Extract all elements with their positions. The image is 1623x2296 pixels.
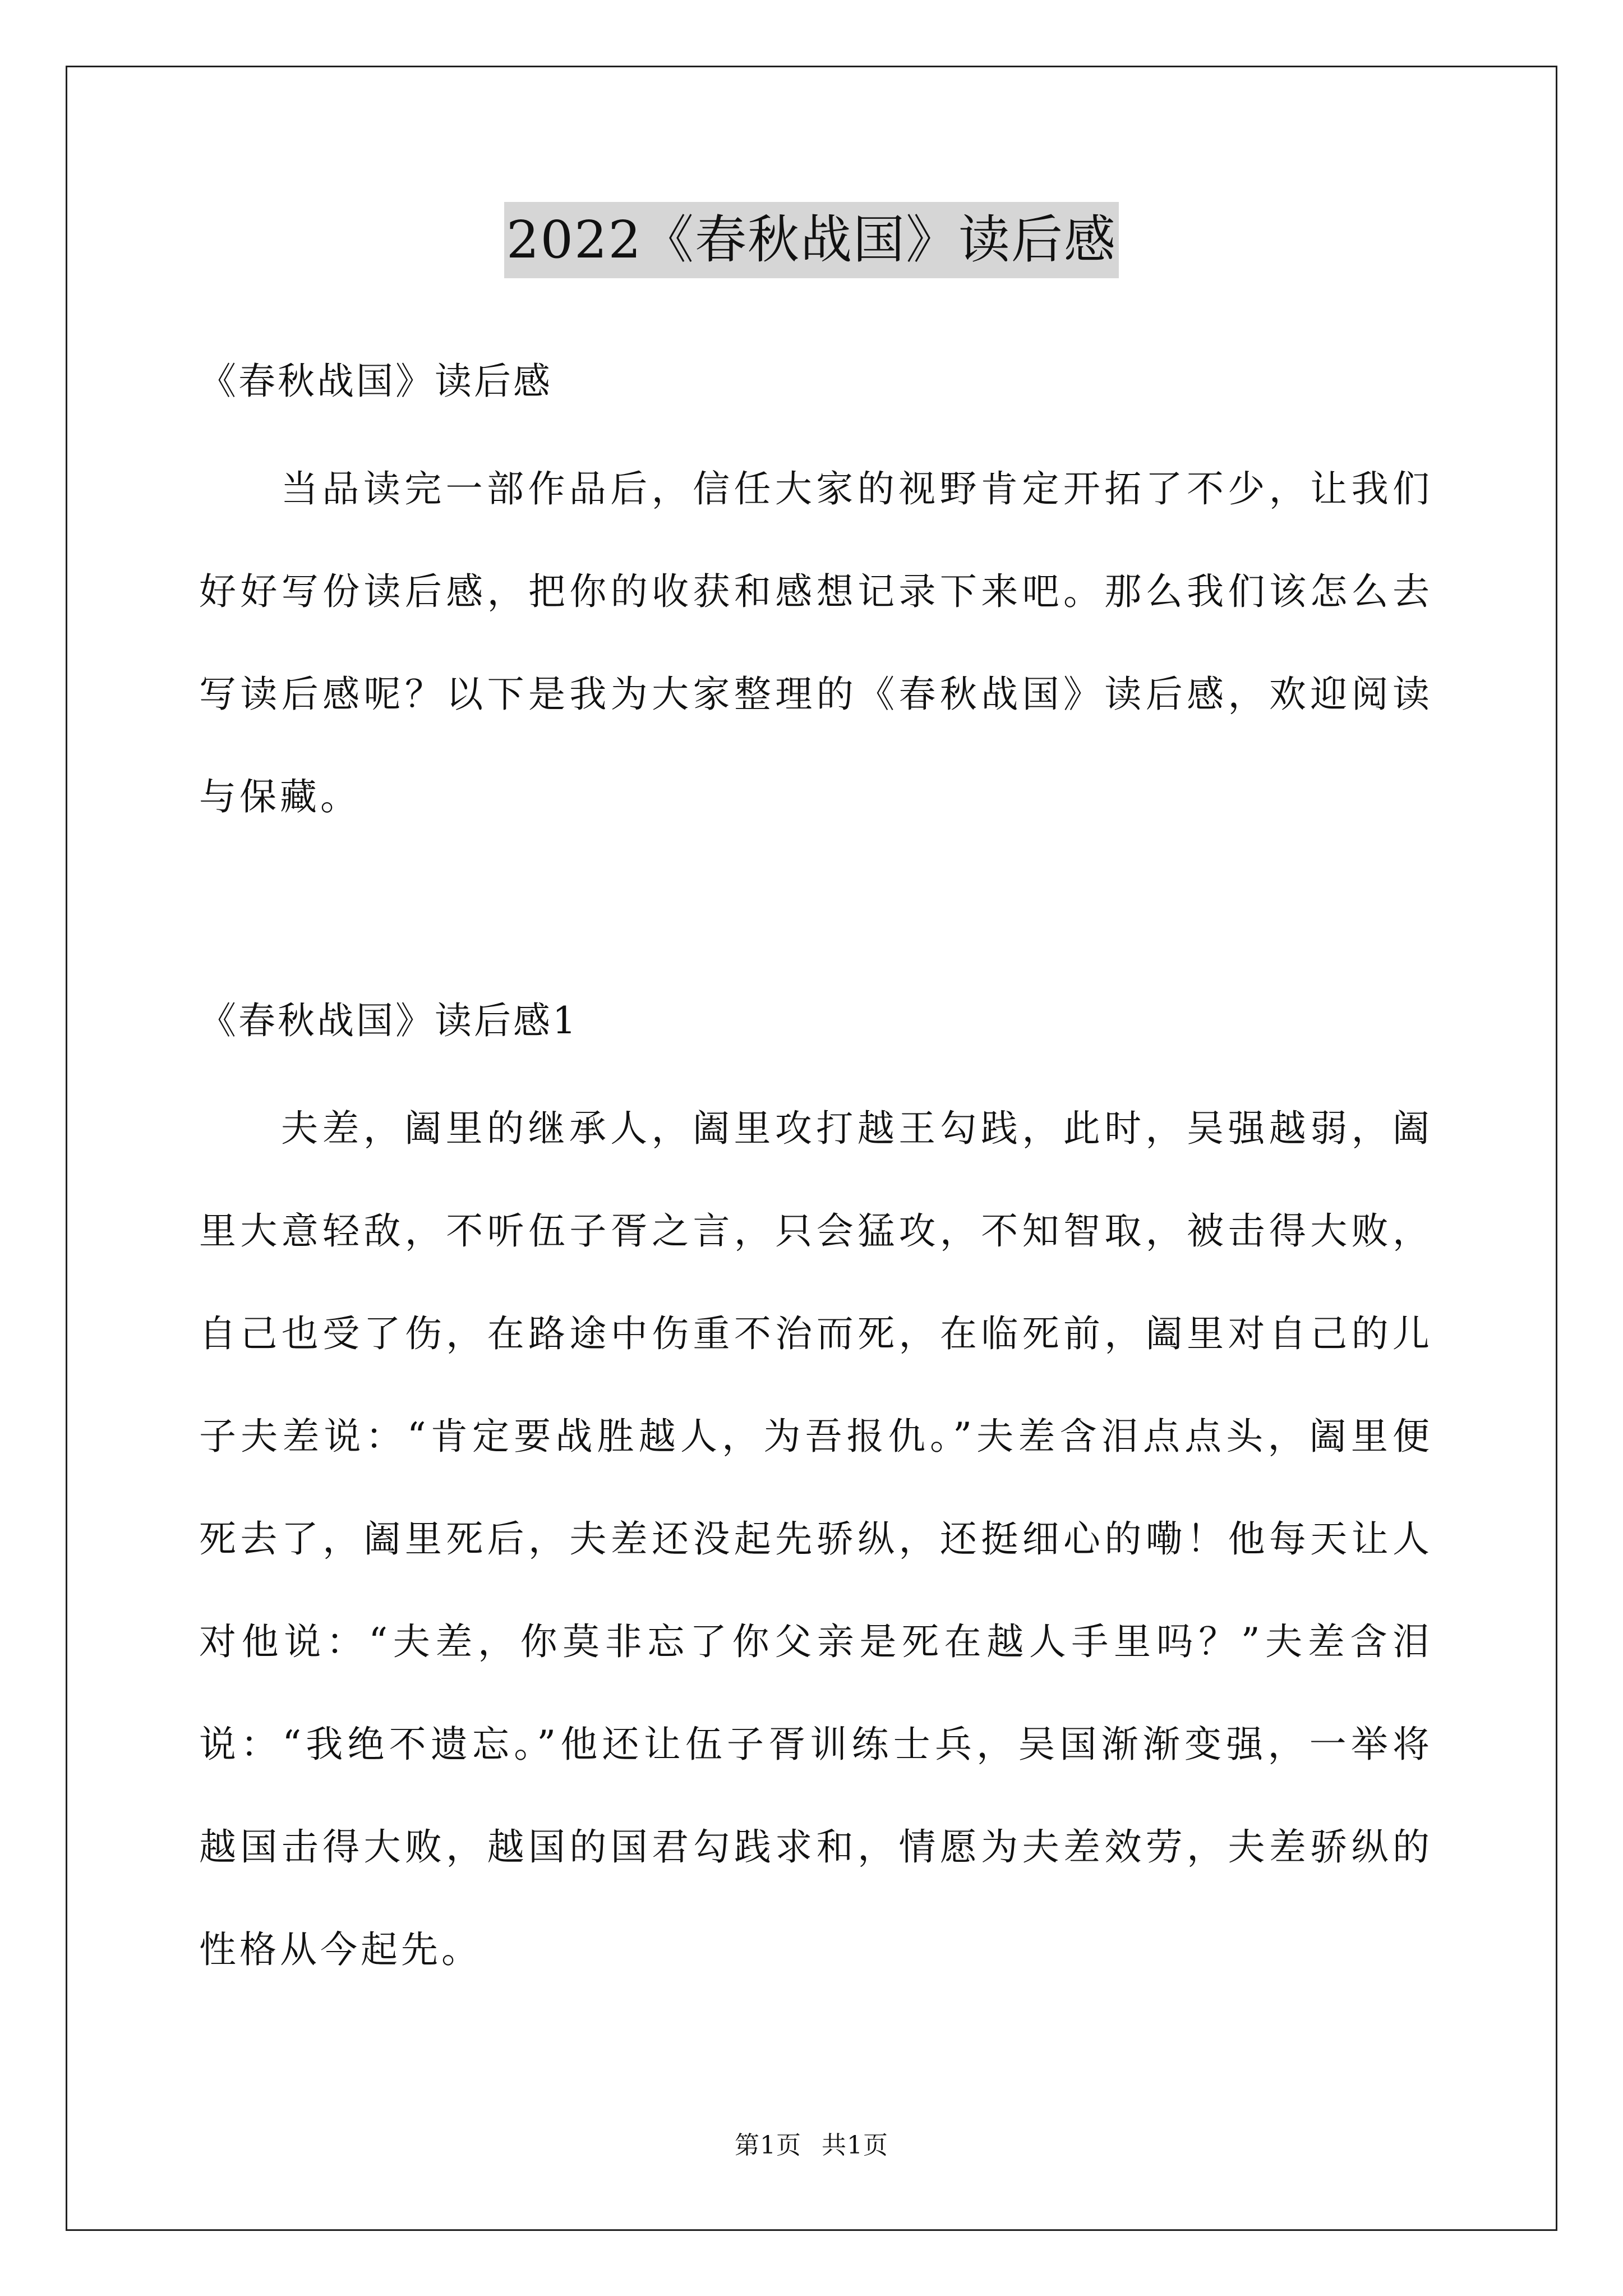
title-wrap: [0, 202, 1623, 278]
subheading-section-1: 《春秋战国》读后感1: [199, 999, 578, 1042]
page-number: 第1页: [735, 2131, 801, 2160]
subheading-intro: 《春秋战国》读后感: [199, 360, 552, 403]
body-paragraph: 夫差，阖里的继承人，阖里攻打越王勾践，此时，吴强越弱，阖里大意轻敌，不听伍子胥之言，只会猛攻，不知智取，被击得大败，自己也受了伤，在路途中伤重不治而死，在临死前，阖里对自己的儿子夫差说：“肯定要战胜越人，为吾报仇。”夫差含泪点点头，阖里便死去了，阖里死后，夫差还没起先骄纵，还挺细心的嘞！他每天让人对他说：“夫差，你莫非忘了你父亲是死在越人手里吗？”夫差含泪说：“我绝不遗忘。”他还让伍子胥训练士兵，吴国渐渐变强，一举将越国击得大败，越国的国君勾践求和，情愿为夫差效劳，夫差骄纵的性格从今起先。: [199, 1107, 1433, 1971]
page-footer: [0, 2129, 1623, 2162]
page-total: 共1页: [822, 2131, 888, 2160]
document-title: 2022《春秋战国》读后感: [504, 202, 1119, 278]
intro-paragraph: 当品读完一部作品后，信任大家的视野肯定开拓了不少，让我们好好写份读后感，把你的收获和感想记录下来吧。那么我们该怎么去写读后感呢？以下是我为大家整理的《春秋战国》读后感，欢迎阅读与保藏。: [199, 467, 1433, 818]
